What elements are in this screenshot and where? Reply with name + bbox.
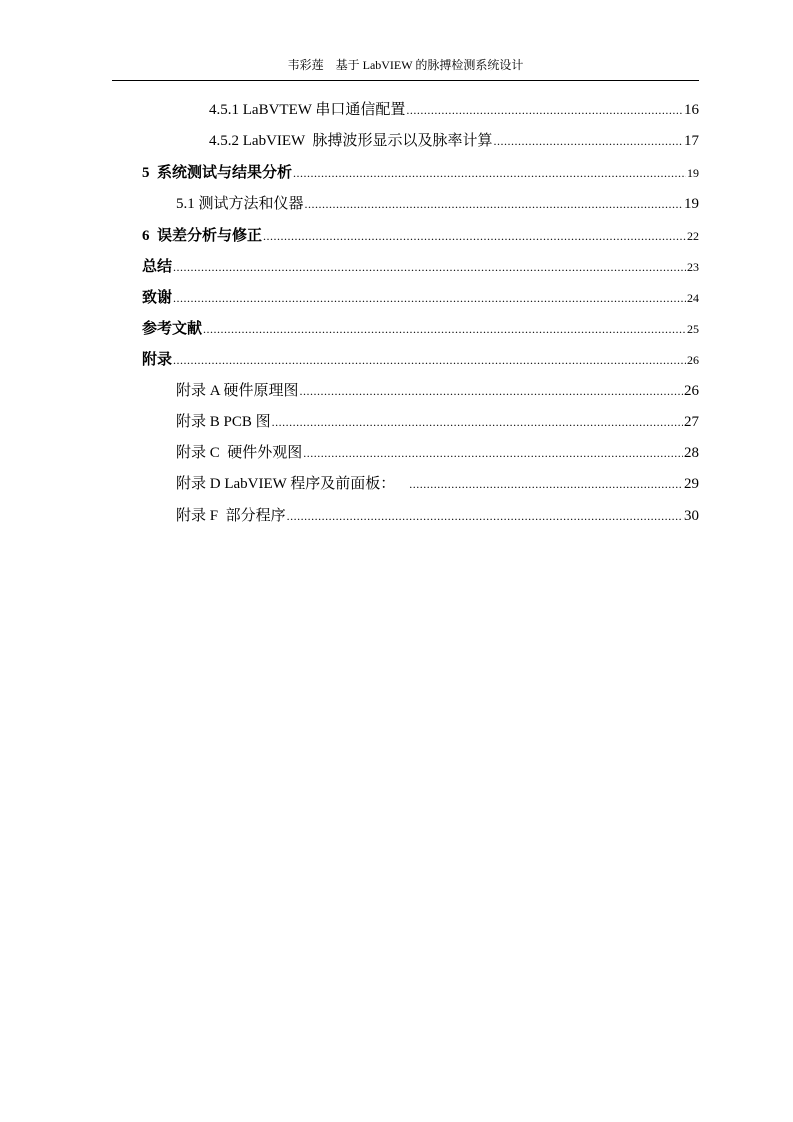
toc-leader-dots bbox=[272, 411, 683, 433]
toc-entry-label: 附录 bbox=[142, 352, 173, 368]
toc-leader-dots bbox=[406, 99, 683, 121]
toc-leader-dots bbox=[263, 225, 686, 247]
toc-entry-appendix-b[interactable] bbox=[176, 411, 699, 433]
toc-entry-references[interactable] bbox=[142, 318, 699, 340]
toc-entry-label: 参考文献 bbox=[142, 321, 203, 337]
toc-leader-dots bbox=[287, 505, 683, 527]
toc-entry-label: 致谢 bbox=[142, 290, 173, 306]
toc-entry-page: 23 bbox=[687, 260, 699, 274]
toc-entry-label: 附录 F 部分程序 bbox=[176, 508, 286, 524]
toc-entry-5-1[interactable] bbox=[176, 193, 699, 215]
toc-entry-label: 附录 C 硬件外观图 bbox=[176, 445, 303, 461]
toc-entry-appendix-d[interactable] bbox=[176, 473, 699, 495]
toc-entry-page: 19 bbox=[687, 166, 699, 180]
toc-leader-dots bbox=[173, 349, 686, 371]
running-header: 韦彩莲 基于 LabVIEW 的脉搏检测系统设计 bbox=[287, 58, 524, 72]
toc-leader-dots bbox=[300, 380, 683, 402]
toc-leader-dots bbox=[493, 130, 683, 152]
toc-entry-label: 附录 D LabVIEW 程序及前面板： bbox=[176, 476, 396, 492]
toc-entry-page: 19 bbox=[684, 196, 699, 212]
toc-entry-label: 4.5.1 LaBVTEW 串口通信配置 bbox=[209, 102, 406, 118]
toc-entry-chapter-6[interactable] bbox=[142, 225, 699, 247]
toc-entry-page: 30 bbox=[684, 508, 699, 524]
toc-entry-page: 27 bbox=[684, 414, 699, 430]
toc-leader-dots bbox=[305, 193, 683, 215]
toc-entry-appendix-c[interactable] bbox=[176, 442, 699, 464]
toc-entry-label: 附录 A 硬件原理图 bbox=[176, 383, 299, 399]
toc-entry-page: 26 bbox=[684, 383, 699, 399]
toc-entry-summary[interactable] bbox=[142, 256, 699, 278]
toc-entry-appendix-f[interactable] bbox=[176, 505, 699, 527]
toc-entry-label: 总结 bbox=[142, 259, 173, 275]
toc-entry-acknowledgements[interactable] bbox=[142, 287, 699, 309]
toc-leader-dots bbox=[203, 318, 686, 340]
toc-entry-appendix-a[interactable] bbox=[176, 380, 699, 402]
toc-leader-dots bbox=[293, 162, 686, 184]
toc-entry-page: 22 bbox=[687, 229, 699, 243]
toc-entry-label: 6 误差分析与修正 bbox=[142, 228, 263, 244]
toc-leader-dots bbox=[409, 473, 683, 495]
toc-entry-4-5-2[interactable] bbox=[209, 130, 699, 152]
toc-entry-label: 4.5.2 LabVIEW 脉搏波形显示以及脉率计算 bbox=[209, 133, 493, 149]
toc-entry-label: 5.1 测试方法和仪器 bbox=[176, 196, 304, 212]
toc-entry-label: 附录 B PCB 图 bbox=[176, 414, 271, 430]
toc-entry-page: 16 bbox=[684, 102, 699, 118]
toc-entry-label: 5 系统测试与结果分析 bbox=[142, 165, 293, 181]
toc-leader-dots bbox=[173, 256, 686, 278]
toc-entry-chapter-5[interactable] bbox=[142, 162, 699, 184]
toc-entry-page: 29 bbox=[684, 476, 699, 492]
toc-entry-page: 28 bbox=[684, 445, 699, 461]
toc-leader-dots bbox=[173, 287, 686, 309]
toc-entry-page: 17 bbox=[684, 133, 699, 149]
toc-entry-page: 25 bbox=[687, 322, 699, 336]
toc-leader-dots bbox=[303, 442, 683, 464]
toc-entry-page: 26 bbox=[687, 353, 699, 367]
toc-entry-page: 24 bbox=[687, 291, 699, 305]
toc-entry-4-5-1[interactable] bbox=[209, 99, 699, 121]
toc-entry-appendix[interactable] bbox=[142, 349, 699, 371]
